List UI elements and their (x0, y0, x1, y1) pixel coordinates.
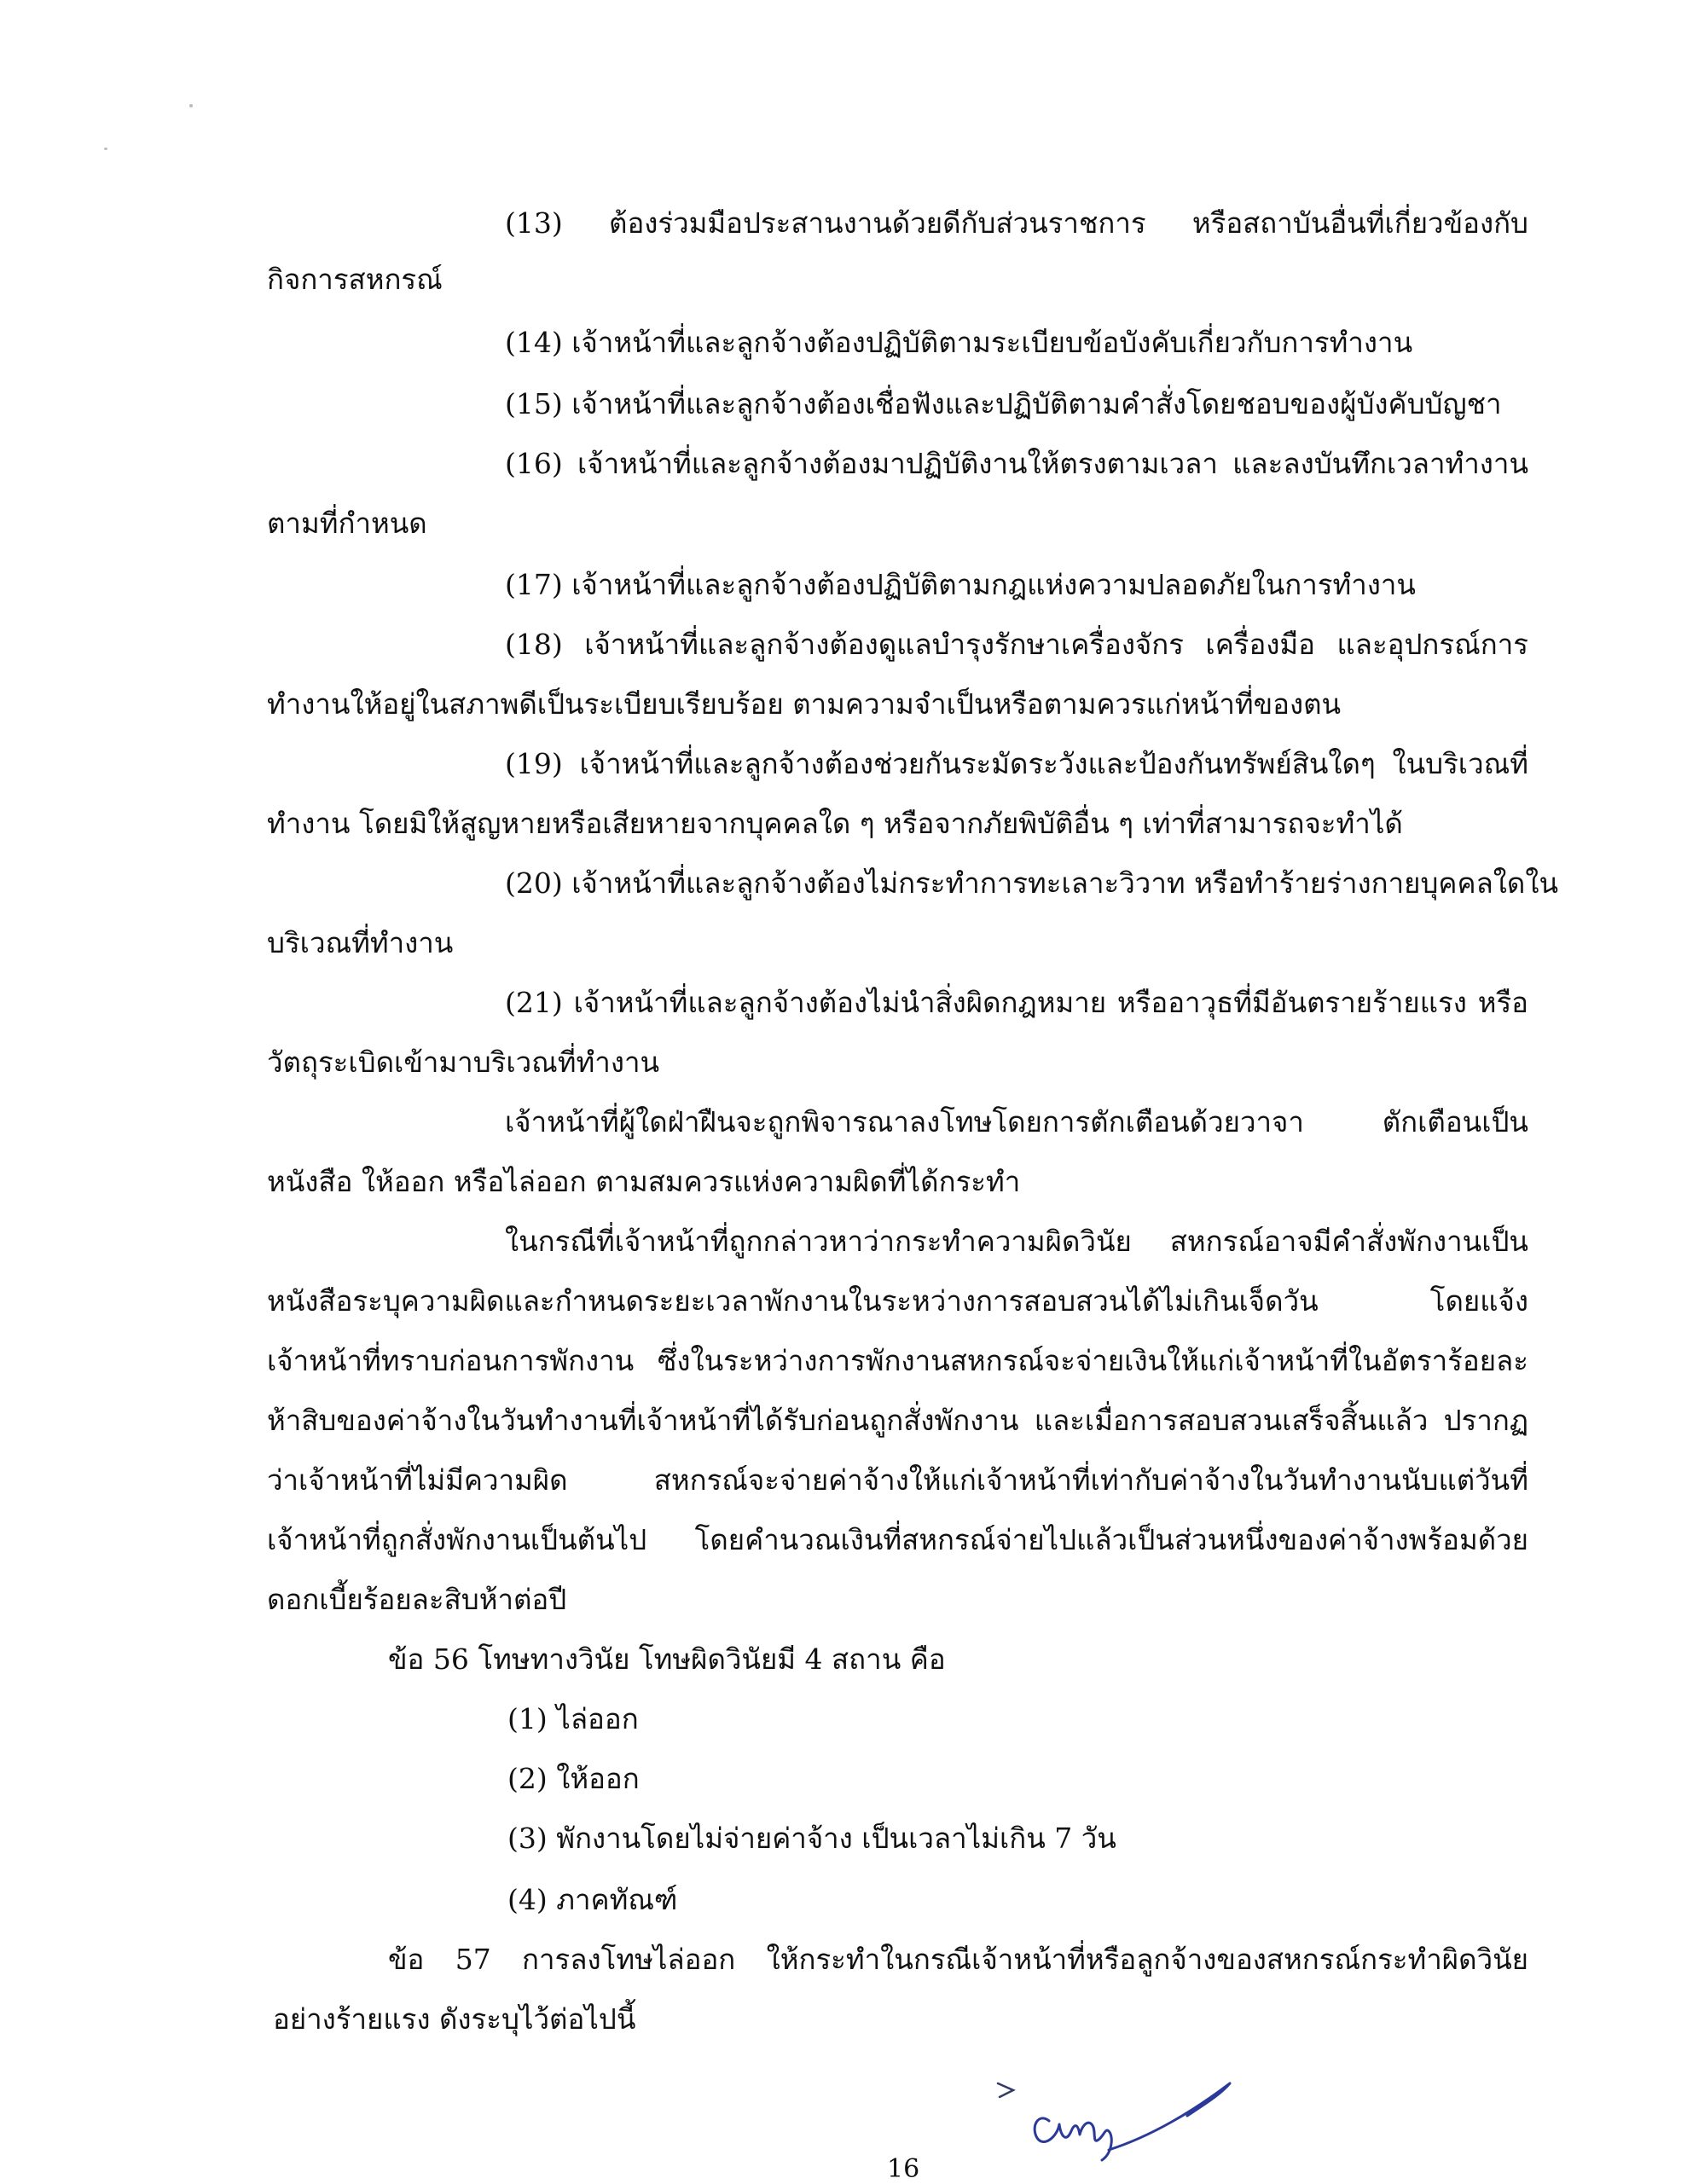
paragraph-13-line-2: กิจการสหกรณ์ (267, 263, 443, 296)
paragraph-17-line-1: (17) เจ้าหน้าที่และลูกจ้างต้องปฏิบัติตามกฎแห่งความปลอดภัยในการทำงาน (505, 568, 1416, 601)
clause-57-line-1: ข้อ 57 การลงโทษไล่ออก ให้กระทำในกรณีเจ้าหน้าที่หรือลูกจ้างของสหกรณ์กระทำผิดวินัย (388, 1943, 1528, 1976)
suspension-paragraph-line-6: เจ้าหน้าที่ถูกสั่งพักงานเป็นต้นไป โดยคำนวณเงินที่สหกรณ์จ่ายไปแล้วเป็นส่วนหนึ่งของค่าจ้างพร้อมด้วย (267, 1523, 1528, 1556)
paragraph-18-line-1: (18) เจ้าหน้าที่และลูกจ้างต้องดูแลบำรุงรักษาเครื่องจักร เครื่องมือ และอุปกรณ์การ (505, 628, 1528, 661)
suspension-paragraph-line-4: ห้าสิบของค่าจ้างในวันทำงานที่เจ้าหน้าที่ได้รับก่อนถูกสั่งพักงาน และเมื่อการสอบสวนเสร็จสิ้นแล้ว ปรากฏ (267, 1404, 1528, 1437)
page-number: 16 (887, 2154, 920, 2184)
paragraph-20-line-1: (20) เจ้าหน้าที่และลูกจ้างต้องไม่กระทำการทะเลาะวิวาท หรือทำร้ายร่างกายบุคคลใดใน (505, 866, 1559, 900)
suspension-paragraph-line-3: เจ้าหน้าที่ทราบก่อนการพักงาน ซึ่งในระหว่างการพักงานสหกรณ์จะจ่ายเงินให้แก่เจ้าหน้าที่ในอัตราร้อยละ (267, 1344, 1528, 1377)
suspension-paragraph-line-1: ในกรณีที่เจ้าหน้าที่ถูกกล่าวหาว่ากระทำความผิดวินัย สหกรณ์อาจมีคำสั่งพักงานเป็น (505, 1225, 1528, 1258)
suspension-paragraph-line-5: ว่าเจ้าหน้าที่ไม่มีความผิด สหกรณ์จะจ่ายค่าจ้างให้แก่เจ้าหน้าที่เท่ากับค่าจ้างในวันทำงานนับแต่วันที่ (267, 1463, 1528, 1497)
clause-56-item-4: (4) ภาคทัณฑ์ (507, 1883, 678, 1916)
paragraph-16-line-1: (16) เจ้าหน้าที่และลูกจ้างต้องมาปฏิบัติงานให้ตรงตามเวลา และลงบันทึกเวลาทำงาน (505, 447, 1528, 480)
clause-56-item-3: (3) พักงานโดยไม่จ่ายค่าจ้าง เป็นเวลาไม่เกิน 7 วัน (507, 1822, 1116, 1855)
penalty-paragraph-line-2: หนังสือ ให้ออก หรือไล่ออก ตามสมควรแห่งความผิดที่ได้กระทำ (267, 1165, 1021, 1198)
paragraph-16-line-2: ตามที่กำหนด (267, 507, 427, 540)
paragraph-21-line-1: (21) เจ้าหน้าที่และลูกจ้างต้องไม่นำสิ่งผิดกฎหมาย หรืออาวุธที่มีอันตรายร้ายแรง หรือ (505, 986, 1528, 1019)
scan-speck (189, 104, 193, 107)
paragraph-14-line-1: (14) เจ้าหน้าที่และลูกจ้างต้องปฏิบัติตามระเบียบข้อบังคับเกี่ยวกับการทำงาน (505, 326, 1413, 359)
scan-speck (104, 148, 107, 150)
clause-57-line-2: อย่างร้ายแรง ดังระบุไว้ต่อไปนี้ (273, 2002, 636, 2036)
penalty-paragraph-line-1: เจ้าหน้าที่ผู้ใดฝ่าฝืนจะถูกพิจารณาลงโทษโดยการตักเตือนด้วยวาจา ตักเตือนเป็น (505, 1105, 1528, 1138)
suspension-paragraph-line-2: หนังสือระบุความผิดและกำหนดระยะเวลาพักงานในระหว่างการสอบสวนได้ไม่เกินเจ็ดวัน โดยแจ้ง (267, 1284, 1528, 1318)
paragraph-18-line-2: ทำงานให้อยู่ในสภาพดีเป็นระเบียบเรียบร้อย ตามความจำเป็นหรือตามควรแก่หน้าที่ของตน (267, 687, 1342, 721)
paragraph-13-line-1: (13) ต้องร่วมมือประสานงานด้วยดีกับส่วนราชการ หรือสถาบันอื่นที่เกี่ยวข้องกับ (505, 206, 1528, 240)
clause-56-item-1: (1) ไล่ออก (507, 1702, 639, 1735)
paragraph-19-line-2: ทำงาน โดยมิให้สูญหายหรือเสียหายจากบุคคลใด ๆ หรือจากภัยพิบัติอื่น ๆ เท่าที่สามารถจะทำได้ (267, 807, 1403, 840)
clause-56-heading: ข้อ 56 โทษทางวินัย โทษผิดวินัยมี 4 สถาน คือ (388, 1642, 946, 1676)
paragraph-19-line-1: (19) เจ้าหน้าที่และลูกจ้างต้องช่วยกันระมัดระวังและป้องกันทรัพย์สินใดๆ ในบริเวณที่ (505, 747, 1528, 780)
clause-56-item-2: (2) ให้ออก (507, 1762, 640, 1795)
paragraph-20-line-2: บริเวณที่ทำงาน (267, 926, 454, 959)
paragraph-21-line-2: วัตถุระเบิดเข้ามาบริเวณที่ทำงาน (267, 1046, 660, 1079)
handwritten-signature (989, 2068, 1254, 2162)
paragraph-15-line-1: (15) เจ้าหน้าที่และลูกจ้างต้องเชื่อฟังและปฏิบัติตามคำสั่งโดยชอบของผู้บังคับบัญชา (505, 387, 1502, 420)
suspension-paragraph-line-7: ดอกเบี้ยร้อยละสิบห้าต่อปี (267, 1583, 567, 1616)
